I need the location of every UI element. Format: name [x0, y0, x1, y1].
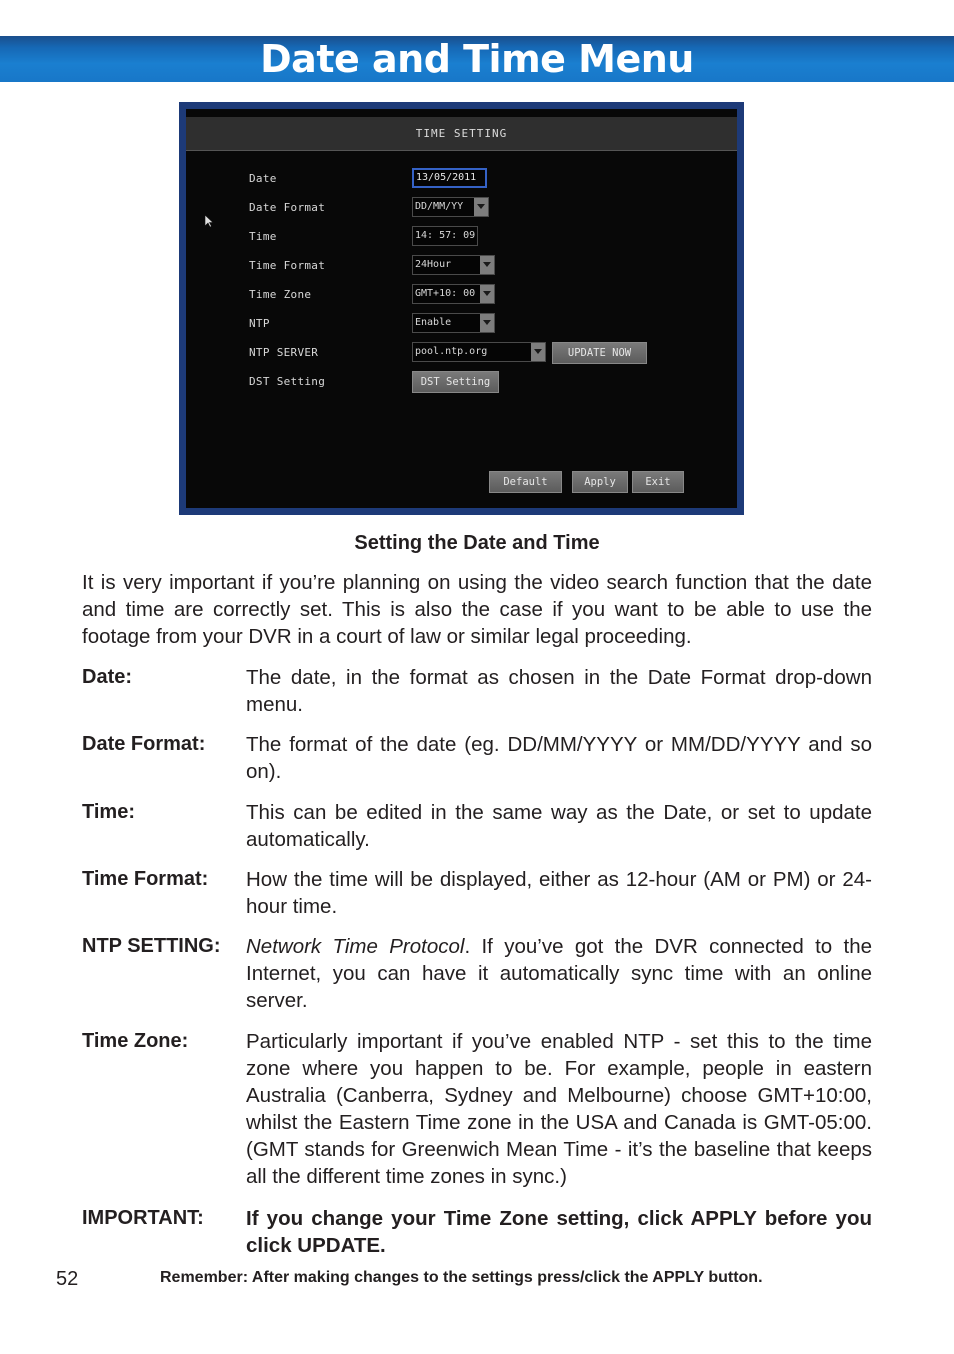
dvr-screen [186, 109, 737, 508]
dst-setting-button[interactable]: DST Setting [412, 371, 499, 393]
ntp-italic-phrase: Network Time Protocol [246, 935, 465, 958]
desc-date: The date, in the format as chosen in the Date Format drop-down menu. [246, 666, 872, 716]
dvr-label-ntp: NTP [249, 317, 270, 330]
term-ntp-setting: NTP SETTING: [82, 935, 221, 957]
term-time-zone: Time Zone: [82, 1030, 189, 1052]
dvr-label-ntp-server: NTP SERVER [249, 346, 319, 359]
dvr-title: TIME SETTING [415, 127, 508, 140]
term-date: Date: [82, 666, 133, 688]
ntp-desc-text: . If you’ve got the DVR connected to the Internet, you can have it automatically sync time with an online server. [246, 935, 872, 1012]
date-format-value: DD/MM/YY [415, 201, 464, 212]
chevron-down-icon[interactable] [480, 256, 494, 274]
default-button[interactable]: Default [489, 471, 562, 493]
update-now-button[interactable]: UPDATE NOW [552, 342, 647, 364]
time-format-select[interactable] [412, 255, 495, 275]
desc-ntp-setting [246, 933, 872, 1014]
desc-date-format: The format of the date (eg. DD/MM/YYYY or MM/DD/YYYY and so on). [246, 733, 872, 783]
term-date-format: Date Format: [82, 733, 206, 755]
time-zone-value: GMT+10: 00 [415, 288, 476, 299]
ntp-server-value: pool.ntp.org [415, 346, 488, 357]
intro-paragraph: It is very important if you’re planning on using the video search function that the date and time are correctly set. This is also the case if you want to be able to use the footage from your DVR in a court of law or similar legal proceeding. [82, 571, 872, 648]
dvr-label-time-zone: Time Zone [249, 288, 312, 301]
chevron-down-icon[interactable] [474, 198, 488, 216]
dvr-label-dst-setting: DST Setting [249, 375, 326, 388]
dvr-label-date-format: Date Format [249, 201, 326, 214]
apply-button[interactable]: Apply [572, 471, 628, 493]
desc-important: If you change your Time Zone setting, click APPLY before you click UPDATE. [246, 1207, 872, 1257]
page-number: 52 [56, 1268, 79, 1290]
dvr-screenshot [179, 102, 744, 515]
ntp-server-select[interactable] [412, 342, 546, 362]
dvr-titlebar [186, 117, 737, 151]
time-input[interactable]: 14: 57: 09 [412, 226, 478, 246]
page-title: Date and Time Menu [260, 37, 694, 81]
term-time-format: Time Format: [82, 868, 209, 890]
date-input[interactable]: 13/05/2011 [412, 168, 487, 188]
dvr-label-time-format: Time Format [249, 259, 326, 272]
ntp-value: Enable [415, 317, 452, 328]
figure-caption: Setting the Date and Time [354, 532, 600, 554]
exit-button[interactable]: Exit [632, 471, 684, 493]
chevron-down-icon[interactable] [480, 314, 494, 332]
desc-time: This can be edited in the same way as the Date, or set to update automatically. [246, 801, 872, 851]
header-banner [0, 36, 954, 82]
date-format-select[interactable] [412, 197, 489, 217]
dvr-label-date: Date [249, 172, 277, 185]
term-time: Time: [82, 801, 135, 823]
dvr-label-time: Time [249, 230, 277, 243]
desc-time-zone: Particularly important if you’ve enabled NTP - set this to the time zone where you happen to be. For example, people in eastern Australia (Canberra, Sydney and Melbourne) choose GMT+10:00, whilst the Eastern Time zone in the USA and Canada is GMT-05:00. (GMT stands for Greenwich Mean Time - it’s the baseline that keeps all the different time zones in sync.) [246, 1030, 872, 1188]
chevron-down-icon[interactable] [480, 285, 494, 303]
time-zone-select[interactable] [412, 284, 495, 304]
term-important: IMPORTANT: [82, 1207, 204, 1229]
chevron-down-icon[interactable] [531, 343, 545, 361]
desc-time-format: How the time will be displayed, either as 12-hour (AM or PM) or 24-hour time. [246, 868, 872, 918]
ntp-select[interactable] [412, 313, 495, 333]
footer-note: Remember: After making changes to the settings press/click the APPLY button. [160, 1269, 763, 1286]
mouse-cursor-icon [204, 214, 214, 228]
time-format-value: 24Hour [415, 259, 452, 270]
